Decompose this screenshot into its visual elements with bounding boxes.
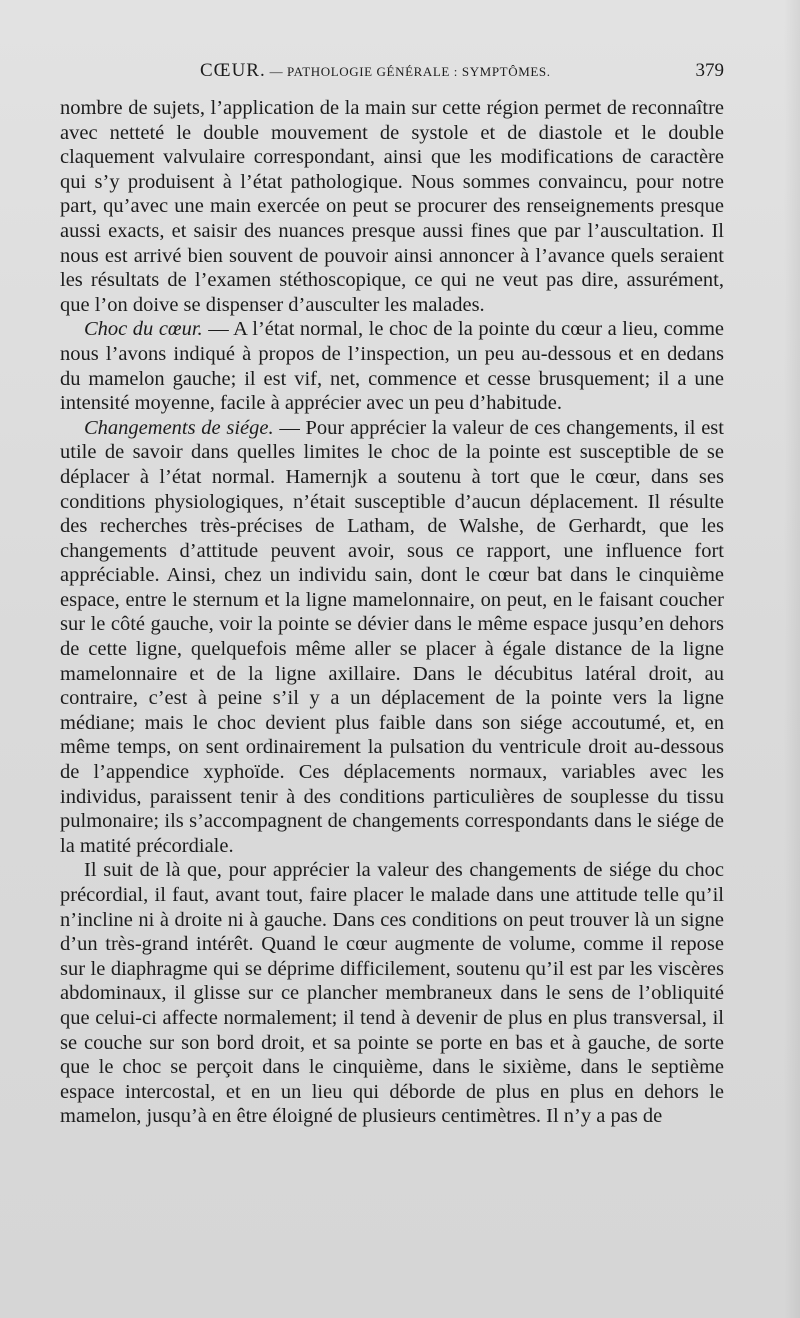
paragraph-continuation (60, 96, 724, 317)
body-text (60, 96, 724, 1129)
running-head (60, 60, 724, 90)
running-head-subtitle: — PATHOLOGIE GÉNÉRALE : SYMPTÔMES. (265, 64, 551, 79)
paragraph-text: Il suit de là que, pour apprécier la valeur des changements de siége du choc précordial, il faut, avant tout, faire placer le malade dans une attitude telle qu’il n’incline ni à droite ni à gauche. Dans ces conditions on peut trouver là un signe d’un très-grand intérêt. Quand le cœur augmente de volume, comme il repose sur le diaphragme qui se déprime difficilement, soutenu qu’il est par les viscères abdominaux, il glisse sur ce plancher membraneux dans le sens de l’obliquité que celui-ci affecte normalement; il tend à devenir de plus en plus transversal, il se couche sur son bord droit, et sa pointe se porte en bas et à gauche, de sorte que le choc se perçoit dans le cinquième, dans le sixième, dans le septième espace intercostal, et en un lieu qui déborde de plus en plus en dehors le mamelon, jusqu’à en être éloigné de plusieurs centimètres. Il n’y a pas de (60, 859, 724, 1128)
running-head-main: CŒUR. (200, 60, 266, 81)
page-number: 379 (695, 60, 724, 81)
paragraph-text: — A l’état normal, le choc de la pointe du cœur a lieu, comme nous l’avons indiqué à propos de l’inspection, un peu au-dessous et en dedans du mamelon gauche; il est vif, net, commence et cesse brusquement; il a une intensité moyenne, facile à apprécier avec un peu d’habitude. (60, 318, 724, 415)
paragraph-text: nombre de sujets, l’application de la main sur cette région permet de reconnaître avec netteté le double mouvement de systole et de diastole et le double claquement valvulaire correspondant, ainsi que les modifications de caractère qui s’y produisent à l’état pathologique. Nous sommes convaincu, pour notre part, qu’avec une main exercée on peut se procurer des renseignements presque aussi exacts, et saisir des nuances presque aussi fines que par l’auscultation. Il nous est arrivé bien souvent de pouvoir ainsi annoncer à l’avance quels seraient les résultats de l’examen stéthoscopique, ce qui ne veut pas dire, assurément, que l’on doive se dispenser d’ausculter les malades. (60, 97, 724, 316)
paragraph-choc-du-coeur (60, 317, 724, 415)
paragraph-text: — Pour apprécier la valeur de ces changements, il est utile de savoir dans quelles limites le choc de la pointe est susceptible de se déplacer à l’état normal. Hamernjk a soutenu à tort que le cœur, dans ses conditions physiologiques, n’était susceptible d’aucun déplacement. Il résulte des recherches très-précises de Latham, de Walshe, de Gerhardt, que les changements d’attitude peuvent avoir, sous ce rapport, une influence fort appréciable. Ainsi, chez un individu sain, dont le cœur bat dans le cinquième espace, entre le sternum et la ligne mamelonnaire, on peut, en le faisant coucher sur le côté gauche, voir la pointe se dévier dans le même espace jusqu’en dehors de cette ligne, quelquefois même aller se placer à égale distance de la ligne mamelonnaire et de la ligne axillaire. Dans le décubitus latéral droit, au contraire, c’est à peine s’il y a un déplacement de la pointe vers la ligne médiane; mais le choc devient plus faible dans son siége accoutumé, et, en même temps, on sent ordinairement la pulsation du ventricule droit au-dessous de l’appendice xyphoïde. Ces déplacements normaux, variables avec les individus, paraissent tenir à des conditions particulières de souplesse du tissu pulmonaire; ils s’accompagnent de changements correspondants dans le siége de la matité précordiale. (60, 416, 724, 857)
paragraph-lead: Choc du cœur. (84, 318, 203, 341)
paragraph-lead: Changements de siége. (84, 416, 274, 439)
paragraph-changements-de-siege (60, 416, 724, 859)
running-head-title (200, 60, 551, 82)
paragraph-il-suit (60, 858, 724, 1129)
